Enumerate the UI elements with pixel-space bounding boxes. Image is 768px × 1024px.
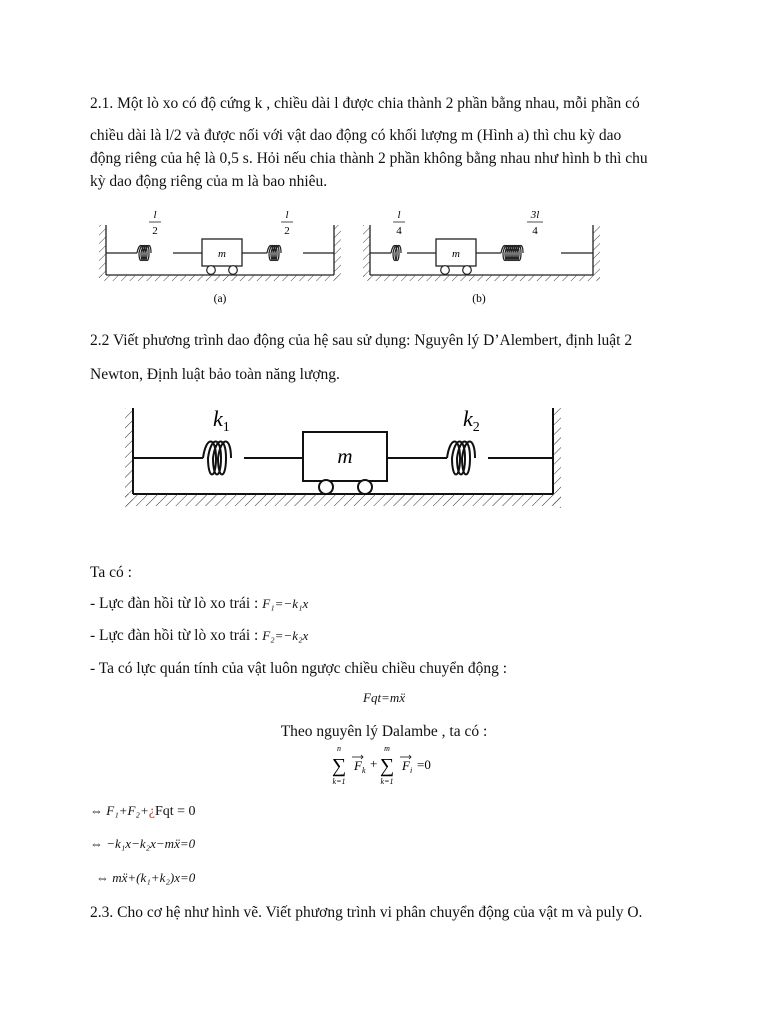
f1-equation: F₁=−k₁x xyxy=(262,596,309,611)
q21-line1: 2.1. Một lò xo có độ cứng k , chiều dài l được chia thành 2 phần bằng nhau, mỗi phần có xyxy=(90,95,640,112)
solution-f1-line xyxy=(90,592,690,615)
sum1-term xyxy=(353,758,366,775)
solution-f2-line xyxy=(90,624,690,647)
fig-a-left-num: l xyxy=(153,209,157,221)
step1-post: Fqt = 0 xyxy=(154,804,196,819)
solution-intro: Ta có : xyxy=(90,564,132,581)
fig2-k1-letter: k xyxy=(213,406,223,431)
sum2-F: F xyxy=(402,758,410,773)
sum2-upper: m xyxy=(384,744,390,753)
sum2-sub: i xyxy=(409,766,413,775)
sum2-lower: k=1 xyxy=(380,777,394,786)
fig-b-left-num: l xyxy=(397,209,401,221)
fig-b-caption: (b) xyxy=(472,293,486,305)
step3-line xyxy=(96,866,696,889)
f2-equation: F₂=−k₂x xyxy=(262,628,309,643)
f2-label: - Lực đàn hồi từ lò xo trái : xyxy=(90,627,263,644)
sum1-upper: n xyxy=(337,744,341,753)
q22-line1: 2.2 Viết phương trình dao động của hệ sau sử dụng: Nguyên lý D’Alembert, định luật 2 xyxy=(90,332,633,349)
sum1-sigma: ∑ xyxy=(331,755,347,777)
solution-inertia-line: - Ta có lực quán tính của vật luôn ngược chiều chiều chuyển động : xyxy=(90,660,508,677)
q23-line1: 2.3. Cho cơ hệ như hình vẽ. Viết phương trình vi phân chuyển động của vật m và puly O. xyxy=(90,904,643,921)
fig-a-left-den: 2 xyxy=(152,225,158,237)
plus-sign: + xyxy=(370,756,378,771)
dalembert-line: Theo nguyên lý Dalambe , ta có : xyxy=(280,723,488,740)
step1-line xyxy=(90,799,690,823)
q21-line2: chiều dài là l/2 và được nối với vật dao động có khối lượng m (Hình a) thì chu kỳ dao xyxy=(90,127,622,144)
fig2-mass-label: m xyxy=(337,444,353,468)
fig2-k2-letter: k xyxy=(463,406,473,431)
sum-rhs: =0 xyxy=(417,757,431,772)
fqt-equation: Fqt=mẍ xyxy=(363,690,405,705)
step1-mark: ¿ xyxy=(148,804,155,819)
sum1-lower: k=1 xyxy=(332,777,346,786)
fig-a-caption: (a) xyxy=(213,293,227,305)
fig-b-mass-label: m xyxy=(452,248,460,260)
q21-line4: kỳ dao động riêng của m là bao nhiêu. xyxy=(90,173,328,190)
sum2-sigma: ∑ xyxy=(379,755,395,777)
spring-figure-ab xyxy=(95,205,605,310)
fig-a-right-den: 2 xyxy=(284,225,290,237)
sum1-F: F xyxy=(354,758,362,773)
sum1-sub: k xyxy=(361,766,366,775)
q21-line3: động riêng của hệ là 0,5 s. Hỏi nếu chia thành 2 phần không bằng nhau như hình b thì chu xyxy=(90,150,648,167)
fig-b-left-den: 4 xyxy=(396,225,402,237)
step1-pre: ⇔ F₁+F₂+ xyxy=(90,803,149,818)
fig2-k1-label xyxy=(213,406,230,435)
fig-a-right-num: l xyxy=(285,209,289,221)
fig2-k2-sub: 2 xyxy=(472,420,480,435)
step2-equation: ⇔ −k₁x−k₂x−mẍ=0 xyxy=(90,836,196,851)
fig-b-right-den: 4 xyxy=(532,225,538,237)
fig2-k1-sub: 1 xyxy=(222,420,230,435)
fig-b-right-num: 3l xyxy=(530,209,540,221)
f1-label: - Lực đàn hồi từ lò xo trái : xyxy=(90,595,263,612)
fig-a-mass-label: m xyxy=(218,248,226,260)
spring-mass-figure xyxy=(125,398,575,513)
dalembert-sum-formula xyxy=(325,744,445,788)
sum2-term xyxy=(401,758,412,775)
step2-line xyxy=(90,832,690,855)
step3-equation: ⇔ mẍ+(k₁+k₂)x=0 xyxy=(96,870,196,885)
q22-line2: Newton, Định luật bảo toàn năng lượng. xyxy=(90,366,340,383)
fig2-k2-label xyxy=(463,406,480,435)
